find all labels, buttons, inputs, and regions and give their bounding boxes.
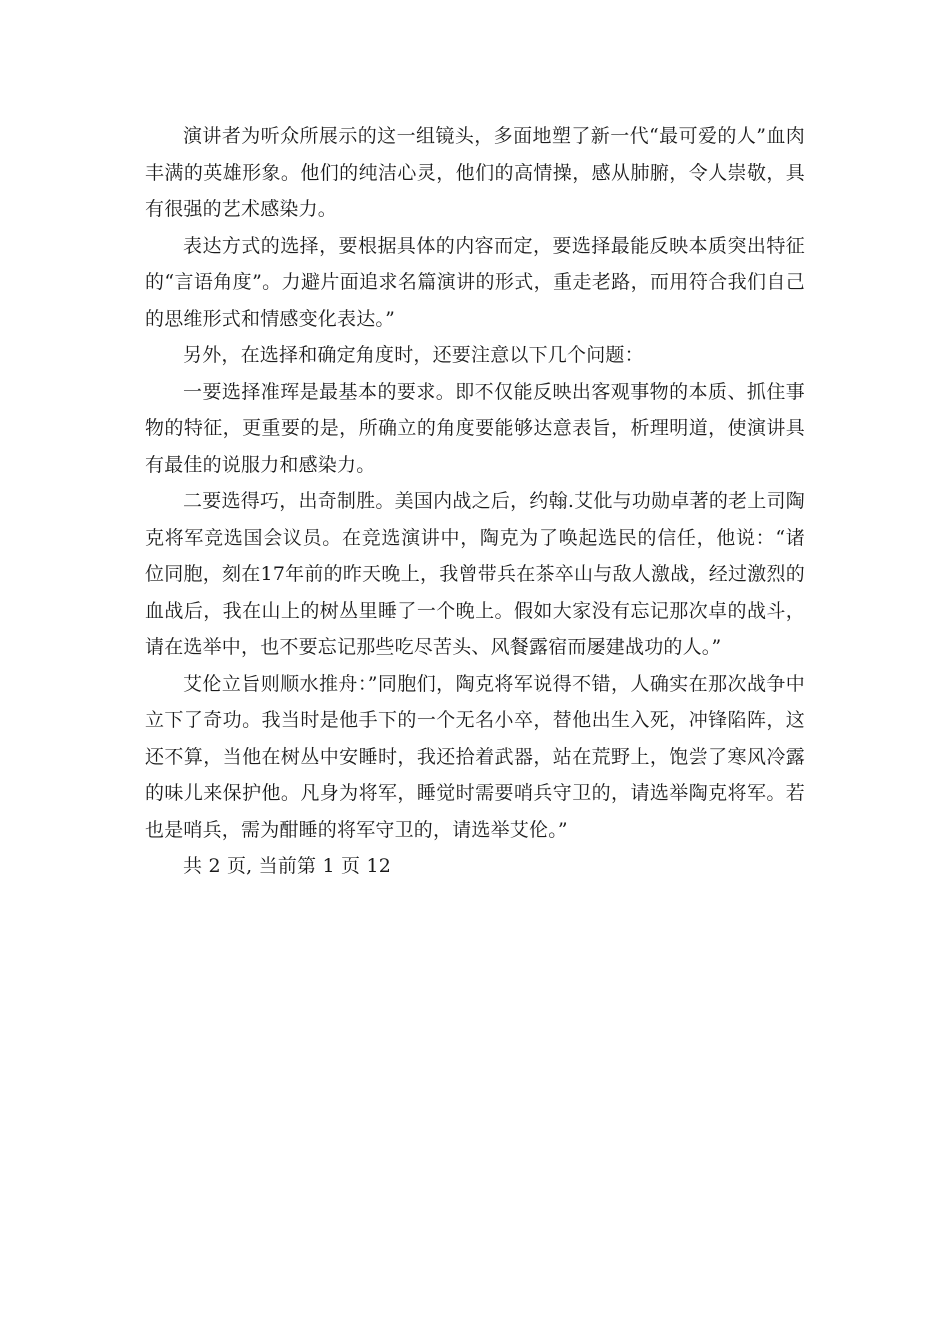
- document-body: [145, 118, 805, 885]
- paragraph-5: 二要选得巧，出奇制胜。美国内战之后，约翰.艾仳与功勋卓著的老上司陶克将军竞选国会议员。在竞选演讲中，陶克为了唤起选民的信任，他说：“诸位同胞，刻在17年前的昨天晚上，我曾带兵在茶卒山与敌人激战，经过激烈的血战后，我在山上的树丛里睡了一个晚上。假如大家没有忘记那次卓的战斗，请在选举中，也不要忘记那些吃尽苦头、风餐露宿而屡建战功的人。”: [145, 490, 805, 658]
- paragraph-6: 艾伦立旨则顺水推舟：”同胞们，陶克将军说得不错，人确实在那次战争中立下了奇功。我当时是他手下的一个无名小卒，替他出生入死，冲锋陷阵，这还不算，当他在树丛中安睡时，我还拾着武器，站在荒野上，饱尝了寒风冷露的味儿来保护他。凡身为将军，睡觉时需要哨兵守卫的，请选举陶克将军。若也是哨兵，需为酣睡的将军守卫的，请选举艾伦。”: [145, 672, 805, 841]
- paragraph-4: 一要选择准珲是最基本的要求。即不仅能反映出客观事物的本质、抓住事物的特征，更重要的是，所确立的角度要能够达意表旨，析理明道，使演讲具有最佳的说服力和感染力。: [145, 380, 805, 476]
- paragraph-1: 演讲者为听众所展示的这一组镜头，多面地塑了新一代“最可爱的人”血肉丰满的英雄形象。他们的纯洁心灵，他们的高情操，感从肺腑，令人崇敬，具有很强的艺术感染力。: [145, 125, 805, 220]
- page-indicator: 共 2 页, 当前第 1 页 12: [183, 855, 392, 877]
- paragraph-2: 表达方式的选择，要根据具体的内容而定，要选择最能反映本质突出特征的“言语角度”。力避片面追求名篇演讲的形式，重走老路，而用符合我们自己的思维形式和情感变化表达。”: [145, 234, 805, 330]
- paragraph-3: 另外，在选择和确定角度时，还要注意以下几个问题：: [183, 344, 644, 366]
